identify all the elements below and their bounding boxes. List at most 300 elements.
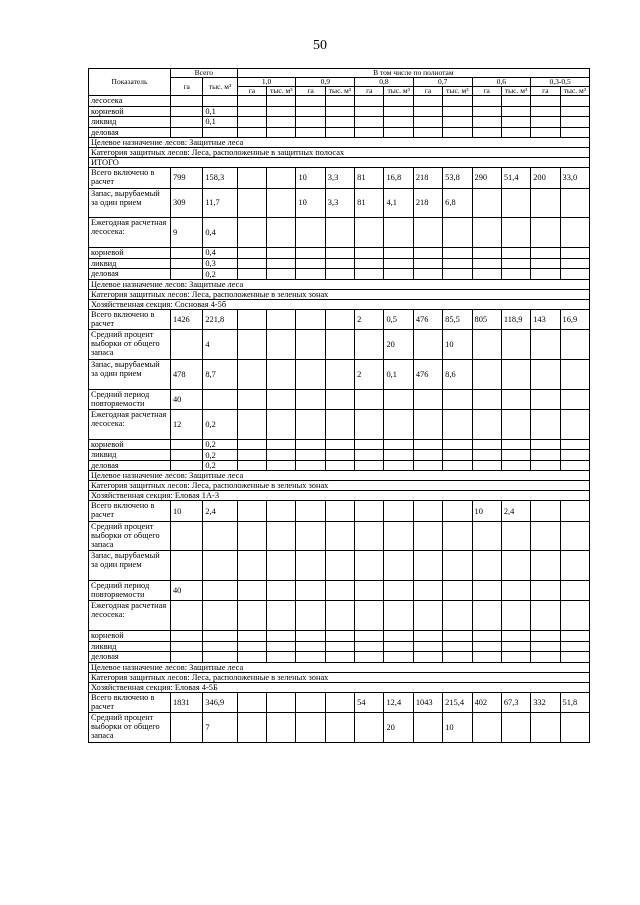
table-cell (296, 269, 325, 280)
table-cell (472, 641, 501, 652)
table-cell (355, 218, 384, 248)
row-label: деловая (89, 127, 171, 138)
table-cell (413, 581, 442, 601)
row-label: Средний период повторяемости (89, 389, 171, 409)
table-cell: 10 (296, 168, 325, 188)
table-row (89, 330, 590, 360)
table-cell (472, 188, 501, 218)
table-cell: 0,2 (203, 409, 237, 439)
table-cell (560, 551, 589, 581)
table-cell: 16,8 (384, 168, 413, 188)
table-cell (237, 460, 266, 471)
section-heading: Категория защитных лесов: Леса, расположенные в защитных полосах (89, 148, 590, 158)
table-cell (296, 106, 325, 117)
table-cell (472, 460, 501, 471)
section-heading: ИТОГО (89, 158, 590, 168)
table-cell (325, 389, 354, 409)
table-cell (267, 96, 296, 107)
table-cell (531, 501, 560, 521)
table-cell: 0,1 (384, 359, 413, 389)
table-cell (501, 218, 530, 248)
section-heading: Целевое назначение лесов: Защитные леса (89, 471, 590, 481)
row-label: лесосека (89, 96, 171, 107)
table-cell (472, 359, 501, 389)
table-cell (203, 389, 237, 409)
table-cell (560, 258, 589, 269)
table-cell (384, 581, 413, 601)
table-cell (355, 581, 384, 601)
table-cell (443, 631, 472, 642)
table-cell (203, 581, 237, 601)
section-heading: Категория защитных лесов: Леса, расположенные в зеленых зонах (89, 673, 590, 683)
table-cell (325, 641, 354, 652)
row-label: ликвид (89, 450, 171, 461)
table-cell (560, 218, 589, 248)
table-cell (384, 521, 413, 551)
table-cell (170, 258, 202, 269)
table-cell (267, 309, 296, 329)
table-cell (237, 652, 266, 663)
table-cell (267, 258, 296, 269)
table-cell: 81 (355, 168, 384, 188)
table-row (89, 631, 590, 642)
table-cell (237, 168, 266, 188)
table-cell: 402 (472, 693, 501, 713)
table-cell (560, 521, 589, 551)
table-row (89, 551, 590, 581)
table-cell (443, 460, 472, 471)
table-cell (560, 359, 589, 389)
table-cell (384, 501, 413, 521)
table-cell (237, 330, 266, 360)
header-unit-thousand-m3: тыс. м³ (325, 87, 354, 96)
table-cell (325, 127, 354, 138)
table-cell (443, 269, 472, 280)
table-cell (560, 389, 589, 409)
table-cell (443, 389, 472, 409)
table-cell (413, 521, 442, 551)
table-cell (325, 309, 354, 329)
table-cell (170, 439, 202, 450)
table-cell (384, 218, 413, 248)
table-cell (170, 713, 202, 743)
table-cell (296, 693, 325, 713)
table-cell (355, 601, 384, 631)
table-cell: 33,0 (560, 168, 589, 188)
table-row (89, 168, 590, 188)
table-cell (203, 551, 237, 581)
row-label: ликвид (89, 641, 171, 652)
table-cell (443, 601, 472, 631)
table-cell (296, 258, 325, 269)
row-label: Ежегодная расчетная лесосека: (89, 409, 171, 439)
table-cell (237, 631, 266, 642)
header-total-ha: га (170, 78, 202, 96)
table-cell (501, 269, 530, 280)
table-cell (560, 106, 589, 117)
table-cell (560, 409, 589, 439)
table-cell (237, 551, 266, 581)
table-cell (325, 551, 354, 581)
table-cell: 221,8 (203, 309, 237, 329)
table-cell (384, 641, 413, 652)
table-cell: 20 (384, 713, 413, 743)
table-cell (267, 521, 296, 551)
table-cell: 67,3 (501, 693, 530, 713)
table-cell (325, 269, 354, 280)
row-label: Средний процент выборки от общего запаса (89, 521, 171, 551)
table-cell (531, 439, 560, 450)
table-cell: 215,4 (443, 693, 472, 713)
table-cell (237, 439, 266, 450)
table-cell: 10 (170, 501, 202, 521)
table-cell (296, 389, 325, 409)
table-row (89, 279, 590, 289)
table-cell (355, 551, 384, 581)
table-cell (560, 450, 589, 461)
table-cell (472, 652, 501, 663)
table-cell (472, 581, 501, 601)
table-cell (384, 409, 413, 439)
header-total: Всего (170, 69, 237, 78)
table-cell (560, 641, 589, 652)
table-cell (472, 439, 501, 450)
section-heading: Хозяйственная секция: Еловая 4-5Б (89, 683, 590, 693)
table-cell (170, 269, 202, 280)
row-label: корневой (89, 106, 171, 117)
table-cell: 476 (413, 359, 442, 389)
table-cell: 2 (355, 359, 384, 389)
section-heading: Хозяйственная секция: Сосновая 4-5б (89, 299, 590, 309)
table-cell: 53,8 (443, 168, 472, 188)
table-cell (325, 631, 354, 642)
row-label: Ежегодная расчетная лесосека: (89, 601, 171, 631)
table-cell: 218 (413, 188, 442, 218)
table-cell (443, 96, 472, 107)
table-row (89, 158, 590, 168)
table-cell: 85,5 (443, 309, 472, 329)
table-cell (384, 601, 413, 631)
table-cell: 478 (170, 359, 202, 389)
table-cell: 218 (413, 168, 442, 188)
table-cell (501, 117, 530, 128)
table-cell (443, 581, 472, 601)
table-cell (170, 460, 202, 471)
table-cell: 1043 (413, 693, 442, 713)
table-cell (237, 269, 266, 280)
table-cell (560, 117, 589, 128)
table-row (89, 409, 590, 439)
table-row (89, 148, 590, 158)
table-row (89, 117, 590, 128)
table-cell (443, 641, 472, 652)
table-cell: 0,5 (384, 309, 413, 329)
table-cell (443, 521, 472, 551)
table-cell (296, 460, 325, 471)
table-cell (472, 106, 501, 117)
table-cell: 158,3 (203, 168, 237, 188)
table-cell (384, 652, 413, 663)
table-cell (237, 409, 266, 439)
table-cell (531, 218, 560, 248)
table-cell (296, 409, 325, 439)
table-cell (413, 641, 442, 652)
table-cell (296, 581, 325, 601)
table-cell (413, 330, 442, 360)
table-row (89, 501, 590, 521)
table-row (89, 299, 590, 309)
table-cell (531, 713, 560, 743)
table-cell: 81 (355, 188, 384, 218)
table-cell (237, 450, 266, 461)
row-label: Всего включено в расчет (89, 168, 171, 188)
row-label: Всего включено в расчет (89, 693, 171, 713)
table-cell (413, 501, 442, 521)
table-cell (413, 409, 442, 439)
row-label: Всего включено в расчет (89, 501, 171, 521)
table-cell (237, 693, 266, 713)
table-cell (472, 248, 501, 259)
table-cell (531, 389, 560, 409)
table-cell (203, 652, 237, 663)
table-cell (267, 248, 296, 259)
table-cell: 1831 (170, 693, 202, 713)
table-cell (355, 450, 384, 461)
table-cell (472, 96, 501, 107)
table-cell: 346,9 (203, 693, 237, 713)
table-cell (531, 188, 560, 218)
table-cell (472, 551, 501, 581)
table-row (89, 713, 590, 743)
table-cell (413, 713, 442, 743)
table-cell (203, 601, 237, 631)
table-cell (531, 330, 560, 360)
table-cell (267, 389, 296, 409)
table-cell (560, 96, 589, 107)
table-cell (296, 96, 325, 107)
header-density: 0,8 (355, 78, 414, 87)
row-label: корневой (89, 439, 171, 450)
row-label: ликвид (89, 258, 171, 269)
table-cell: 40 (170, 581, 202, 601)
table-cell (384, 551, 413, 581)
table-row (89, 693, 590, 713)
table-cell (237, 106, 266, 117)
table-cell (237, 359, 266, 389)
table-cell (237, 713, 266, 743)
table-cell (501, 601, 530, 631)
table-cell (413, 551, 442, 581)
header-unit-thousand-m3: тыс. м³ (501, 87, 530, 96)
table-cell (237, 501, 266, 521)
table-cell (501, 359, 530, 389)
table-cell: 200 (531, 168, 560, 188)
section-heading: Хозяйственная секция: Еловая 1А-3 (89, 491, 590, 501)
table-row (89, 652, 590, 663)
table-cell: 10 (443, 330, 472, 360)
table-cell: 0,2 (203, 439, 237, 450)
table-cell (296, 248, 325, 259)
page-number: 50 (313, 38, 327, 53)
row-label: Средний процент выборки от общего запаса (89, 330, 171, 360)
row-label: Запас, вырубаемый за один прием (89, 359, 171, 389)
table-cell (501, 330, 530, 360)
table-cell (296, 127, 325, 138)
table-cell (501, 581, 530, 601)
table-cell (267, 601, 296, 631)
table-cell (203, 521, 237, 551)
table-cell (501, 106, 530, 117)
table-cell (170, 641, 202, 652)
table-cell: 10 (443, 713, 472, 743)
table-cell (560, 269, 589, 280)
section-heading: Целевое назначение лесов: Защитные леса (89, 663, 590, 673)
table-cell: 3,3 (325, 168, 354, 188)
table-cell (560, 460, 589, 471)
table-cell (531, 127, 560, 138)
table-cell (501, 641, 530, 652)
table-cell (325, 96, 354, 107)
table-cell: 2,4 (203, 501, 237, 521)
table-cell (237, 127, 266, 138)
table-cell (384, 258, 413, 269)
table-cell (203, 127, 237, 138)
table-cell: 11,7 (203, 188, 237, 218)
table-cell: 1426 (170, 309, 202, 329)
table-cell: 309 (170, 188, 202, 218)
table-cell: 10 (296, 188, 325, 218)
table-cell: 0,4 (203, 218, 237, 248)
table-cell (501, 713, 530, 743)
header-density: 0,6 (472, 78, 531, 87)
table-cell (384, 96, 413, 107)
table-cell: 0,2 (203, 269, 237, 280)
table-cell: 51,8 (560, 693, 589, 713)
table-row (89, 521, 590, 551)
table-cell (413, 460, 442, 471)
table-cell (384, 269, 413, 280)
table-cell: 7 (203, 713, 237, 743)
table-cell (296, 309, 325, 329)
table-cell (501, 521, 530, 551)
table-cell (560, 439, 589, 450)
table-cell: 0,2 (203, 450, 237, 461)
table-cell (443, 439, 472, 450)
table-cell: 0,1 (203, 117, 237, 128)
table-cell (170, 521, 202, 551)
table-cell (531, 269, 560, 280)
table-cell (170, 551, 202, 581)
table-row (89, 673, 590, 683)
table-cell (501, 127, 530, 138)
table-cell (267, 439, 296, 450)
table-cell (531, 551, 560, 581)
table-cell (355, 269, 384, 280)
table-cell (325, 713, 354, 743)
table-cell (355, 127, 384, 138)
table-row (89, 106, 590, 117)
table-cell (413, 96, 442, 107)
table-cell (237, 309, 266, 329)
table-cell (413, 631, 442, 642)
table-cell (501, 248, 530, 259)
table-cell (325, 117, 354, 128)
table-row (89, 439, 590, 450)
header-density: 0,3-0,5 (531, 78, 590, 87)
table-cell (170, 248, 202, 259)
table-cell (413, 117, 442, 128)
table-cell (355, 409, 384, 439)
table-cell (170, 450, 202, 461)
table-cell (296, 713, 325, 743)
table-cell: 0,1 (203, 106, 237, 117)
table-row (89, 471, 590, 481)
table-cell (531, 581, 560, 601)
table-cell (472, 218, 501, 248)
table-cell (413, 248, 442, 259)
table-cell (443, 450, 472, 461)
table-cell: 6,8 (443, 188, 472, 218)
table-cell (355, 248, 384, 259)
table-cell (170, 106, 202, 117)
table-cell: 2 (355, 309, 384, 329)
table-cell: 799 (170, 168, 202, 188)
row-label: деловая (89, 652, 171, 663)
table-cell (325, 330, 354, 360)
row-label: корневой (89, 631, 171, 642)
table-cell (170, 117, 202, 128)
table-cell: 290 (472, 168, 501, 188)
row-label: корневой (89, 248, 171, 259)
table-cell (472, 631, 501, 642)
table-cell (203, 631, 237, 642)
table-cell (237, 117, 266, 128)
header-unit-ha: га (472, 87, 501, 96)
table-cell (531, 631, 560, 642)
table-cell (443, 106, 472, 117)
table-cell (531, 641, 560, 652)
table-cell (472, 258, 501, 269)
row-label: деловая (89, 269, 171, 280)
table-cell: 0,2 (203, 460, 237, 471)
row-label: Всего включено в расчет (89, 309, 171, 329)
table-cell (267, 693, 296, 713)
row-label: Запас, вырубаемый за один прием (89, 188, 171, 218)
table-cell (560, 188, 589, 218)
table-cell (267, 127, 296, 138)
header-unit-ha: га (237, 87, 266, 96)
row-label: Средний период повторяемости (89, 581, 171, 601)
table-row (89, 450, 590, 461)
table-cell: 0,4 (203, 248, 237, 259)
table-cell (443, 551, 472, 581)
header-unit-ha: га (355, 87, 384, 96)
table-cell (472, 389, 501, 409)
table-cell (355, 521, 384, 551)
table-cell: 4,1 (384, 188, 413, 218)
table-cell (296, 501, 325, 521)
table-cell (384, 127, 413, 138)
table-cell (267, 641, 296, 652)
table-cell (267, 409, 296, 439)
header-total-thousand-m3: тыс. м³ (203, 78, 237, 96)
table-cell (325, 581, 354, 601)
table-cell (501, 652, 530, 663)
table-cell (203, 641, 237, 652)
table-cell (267, 450, 296, 461)
header-unit-ha: га (413, 87, 442, 96)
table-cell (413, 450, 442, 461)
